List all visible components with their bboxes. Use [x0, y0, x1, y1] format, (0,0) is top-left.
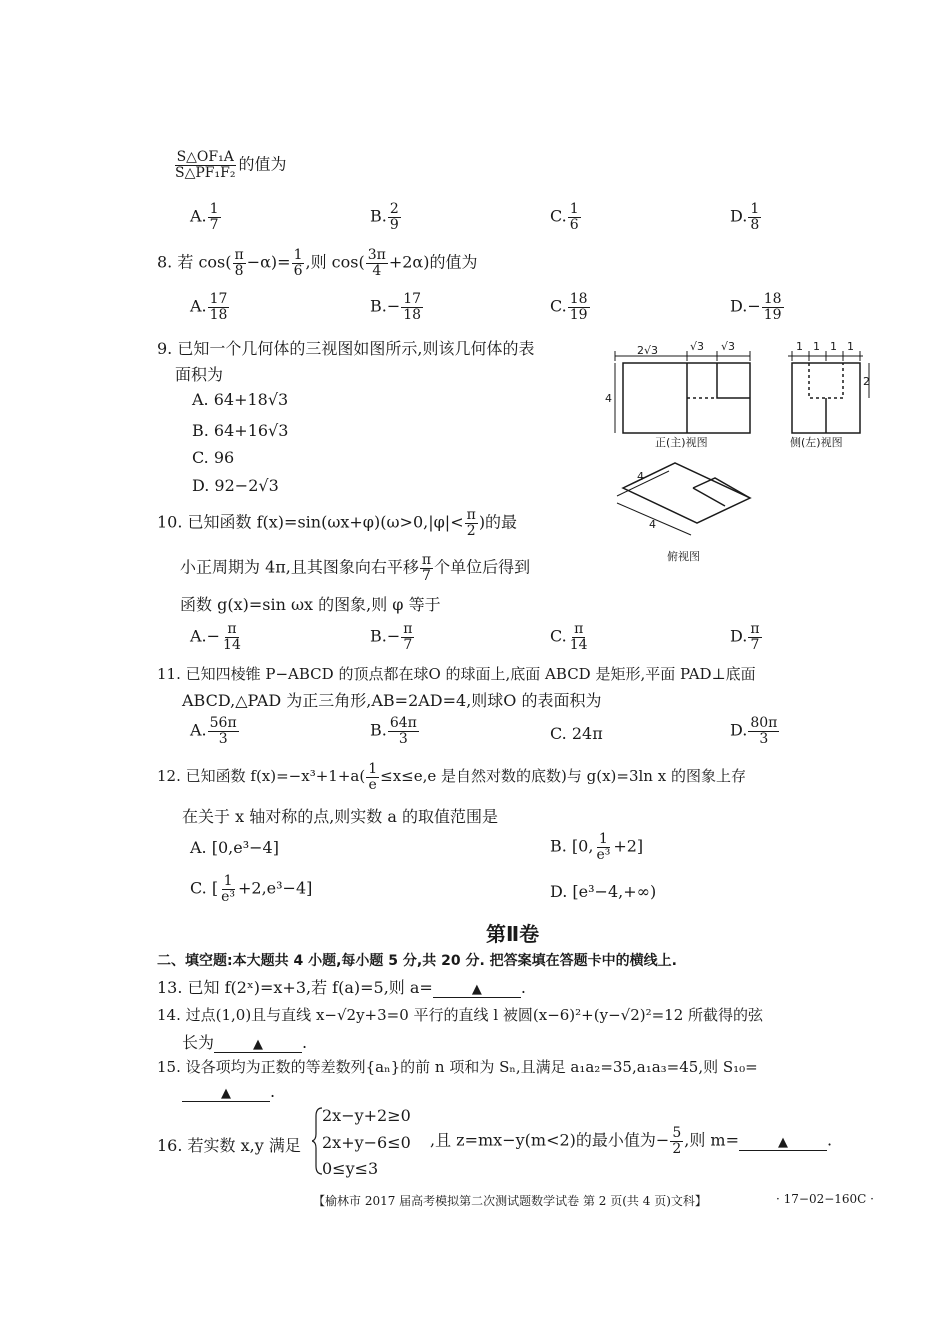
q7-option-c: C. $\frac{1}{6}$ — [550, 201, 579, 233]
q9-option-c: C. 96 — [192, 448, 235, 467]
part2-title: 第Ⅱ卷 — [486, 922, 540, 946]
q8-option-d: D.− $\frac{18}{19}$ — [730, 291, 782, 323]
side-dim-1c: 1 — [830, 340, 837, 353]
q10-stem-line3: 函数 g(x)=sin ωx 的图象,则 φ 等于 — [180, 595, 441, 614]
front-dim-sqrt3-a: √3 — [690, 340, 705, 353]
q11-option-a: A. $\frac{56\pi}{3}$ — [190, 715, 237, 747]
q15-answer-blank: ▲ — [182, 1086, 270, 1102]
q7-ratio-line — [172, 150, 286, 180]
q9-stem-line2: 面积为 — [175, 365, 224, 384]
side-dim-1a: 1 — [796, 340, 803, 353]
q10-stem-line1: 10. 已知函数 f(x)=sin(ωx+φ)(ω>0,|φ|< $\frac{\pi}{2}$ )的最 — [157, 507, 518, 539]
side-view — [788, 351, 869, 433]
front-dim-height: 4 — [605, 392, 612, 405]
q15-line2: ▲ . — [182, 1082, 275, 1102]
side-view-label: 侧(左)视图 — [790, 436, 843, 449]
top-dim-4b: 4 — [649, 518, 656, 531]
section2-heading: 二、填空题:本大题共 4 小题,每小题 5 分,共 20 分. 把答案填在答题卡中的横线上. — [157, 953, 677, 969]
q7-option-a: A. $\frac{1}{7}$ — [190, 201, 219, 233]
q11-option-c: C. 24π — [550, 724, 603, 743]
q12-stem-line1: 12. 已知函数 f(x)=−x³+1+a( $\frac{1}{e}$ ≤x≤e,e 是自然对数的底数)与 g(x)=3ln x 的图象上存 — [157, 761, 746, 793]
q8-option-b: B.− $\frac{17}{18}$ — [370, 291, 422, 323]
q11-option-b: B. $\frac{64\pi}{3}$ — [370, 715, 417, 747]
front-dim-sqrt3-b: √3 — [721, 340, 736, 353]
q12-option-d: D. [e³−4,+∞) — [550, 882, 657, 901]
q14-line1: 14. 过点(1,0)且与直线 x−√2y+3=0 平行的直线 l 被圆(x−6)²+(y−√2)²=12 所截得的弦 — [157, 1006, 764, 1024]
q16-condition-2: 2x+y−6≤0 — [322, 1133, 411, 1152]
q16-prefix: 16. 若实数 x,y 满足 — [157, 1136, 301, 1155]
q9-option-b: B. 64+16√3 — [192, 421, 289, 440]
q10-stem-line2: 小正周期为 4π,且其图象向右平移 $\frac{\pi}{7}$ 个单位后得到 — [180, 552, 531, 584]
q14-answer-blank: ▲ — [214, 1037, 302, 1053]
q16-answer-blank: ▲ — [739, 1135, 827, 1151]
top-dim-4a: 4 — [637, 470, 644, 483]
q7-option-d: D. $\frac{1}{8}$ — [730, 201, 760, 233]
front-view — [615, 351, 750, 433]
q8-option-a: A. $\frac{17}{18}$ — [190, 291, 228, 323]
three-view-figure — [605, 338, 895, 573]
q11-stem-line2: ABCD,△PAD 为正三角形,AB=2AD=4,则球O 的表面积为 — [182, 691, 602, 710]
q12-option-c: C. [ $\frac{1}{\text{e³}}$ +2,e³−4] — [190, 873, 313, 905]
q9-stem-line1: 9. 已知一个几何体的三视图如图所示,则该几何体的表 — [157, 339, 535, 358]
q8-stem: 8. 若 cos( $\frac{\pi}{8}$ −α)= $\frac{1}{6}$ ,则 cos( $\frac{3\pi}{4}$ +2α)的值为 — [157, 247, 478, 279]
q8-option-c: C. $\frac{18}{19}$ — [550, 291, 588, 323]
q16-tail: ,且 z=mx−y(m<2)的最小值为− $\frac{5}{2}$ ,则 m= ▲ . — [430, 1125, 833, 1157]
q10-option-d: D. $\frac{\pi}{7}$ — [730, 621, 760, 653]
q10-option-c: C. $\frac{\pi}{14}$ — [550, 621, 588, 653]
q12-stem-line2: 在关于 x 轴对称的点,则实数 a 的取值范围是 — [182, 807, 498, 826]
q14-line2: 长为 ▲ . — [182, 1033, 308, 1052]
q15-line1: 15. 设各项均为正数的等差数列{aₙ}的前 n 项和为 Sₙ,且满足 a₁a₂=35,a₁a₃=45,则 S₁₀= — [157, 1058, 758, 1076]
q7-ratio-denominator: S△PF₁F₂ — [175, 164, 236, 181]
side-dim-1d: 1 — [847, 340, 854, 353]
q9-option-a: A. 64+18√3 — [192, 390, 289, 409]
q12-option-a: A. [0,e³−4] — [190, 838, 279, 857]
q12-option-b: B. [0, $\frac{1}{\text{e³}}$ +2] — [550, 831, 644, 863]
q7-ratio-numerator: S△OF₁A — [176, 149, 234, 165]
q16-condition-3: 0≤y≤3 — [322, 1159, 379, 1178]
q7-option-b: B. $\frac{2}{9}$ — [370, 201, 399, 233]
q7-ratio-fraction — [173, 150, 237, 180]
side-dim-2: 2 — [863, 375, 870, 388]
top-view-label: 俯视图 — [667, 550, 700, 563]
q16-condition-1: 2x−y+2≥0 — [322, 1106, 411, 1125]
footer-left: 【榆林市 2017 届高考模拟第二次测试题数学试卷 第 2 页(共 4 页)文科】 — [313, 1194, 707, 1208]
q11-stem-line1: 11. 已知四棱锥 P−ABCD 的顶点都在球O 的球面上,底面 ABCD 是矩形,平面 PAD⊥底面 — [157, 665, 756, 683]
front-view-label: 正(主)视图 — [655, 436, 708, 449]
q11-option-d: D. $\frac{80\pi}{3}$ — [730, 715, 778, 747]
footer-right: · 17−02−160C · — [776, 1192, 874, 1206]
q10-option-a: A.− $\frac{\pi}{14}$ — [190, 621, 241, 653]
q13-answer-blank: ▲ — [433, 982, 521, 998]
q13: 13. 已知 f(2ˣ)=x+3,若 f(a)=5,则 a= ▲ . — [157, 978, 526, 997]
front-dim-2sqrt3: 2√3 — [637, 344, 659, 357]
q9-option-d: D. 92−2√3 — [192, 476, 279, 495]
side-dim-1b: 1 — [813, 340, 820, 353]
q7-suffix: 的值为 — [238, 154, 287, 174]
q10-option-b: B.− $\frac{\pi}{7}$ — [370, 621, 413, 653]
